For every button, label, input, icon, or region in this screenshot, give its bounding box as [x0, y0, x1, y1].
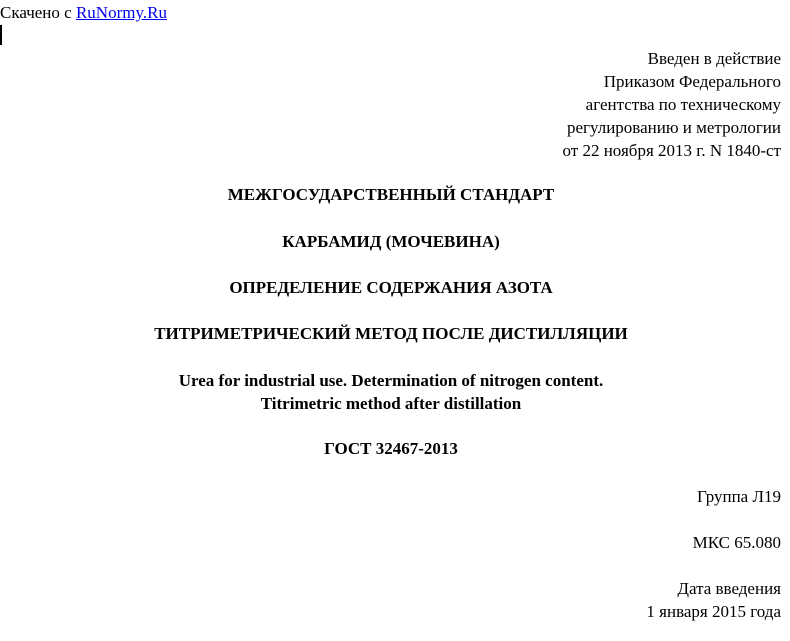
english-title-line-1: Urea for industrial use. Determination of nitrogen content.: [178, 371, 604, 390]
intro-date-value: 1 января 2015 года: [646, 602, 781, 621]
enactment-block: [563, 47, 782, 162]
source-link[interactable]: RuNormy.Ru: [75, 3, 167, 22]
document-subtitle: ОПРЕДЕЛЕНИЕ СОДЕРЖАНИЯ АЗОТА: [229, 278, 553, 297]
enactment-line: от 22 ноября 2013 г. N 1840-ст: [562, 141, 781, 160]
standard-type-heading: МЕЖГОСУДАРСТВЕННЫЙ СТАНДАРТ: [227, 185, 555, 204]
intro-date-label: Дата введения: [677, 579, 781, 598]
source-prefix: Скачено с: [0, 3, 76, 22]
source-line: [0, 3, 167, 23]
enactment-line: регулированию и метрологии: [566, 118, 781, 137]
method-heading: ТИТРИМЕТРИЧЕСКИЙ МЕТОД ПОСЛЕ ДИСТИЛЛЯЦИИ: [154, 324, 628, 343]
mks-code: МКС 65.080: [692, 533, 781, 552]
text-cursor: [0, 25, 2, 45]
enactment-line: Введен в действие: [647, 49, 781, 68]
enactment-line: агентства по техническому: [585, 95, 781, 114]
english-title-line-2: Titrimetric method after distillation: [260, 394, 522, 413]
document-title: КАРБАМИД (МОЧЕВИНА): [282, 232, 500, 251]
gost-code: ГОСТ 32467-2013: [324, 439, 458, 458]
group-code: Группа Л19: [696, 487, 781, 506]
enactment-line: Приказом Федерального: [603, 72, 781, 91]
